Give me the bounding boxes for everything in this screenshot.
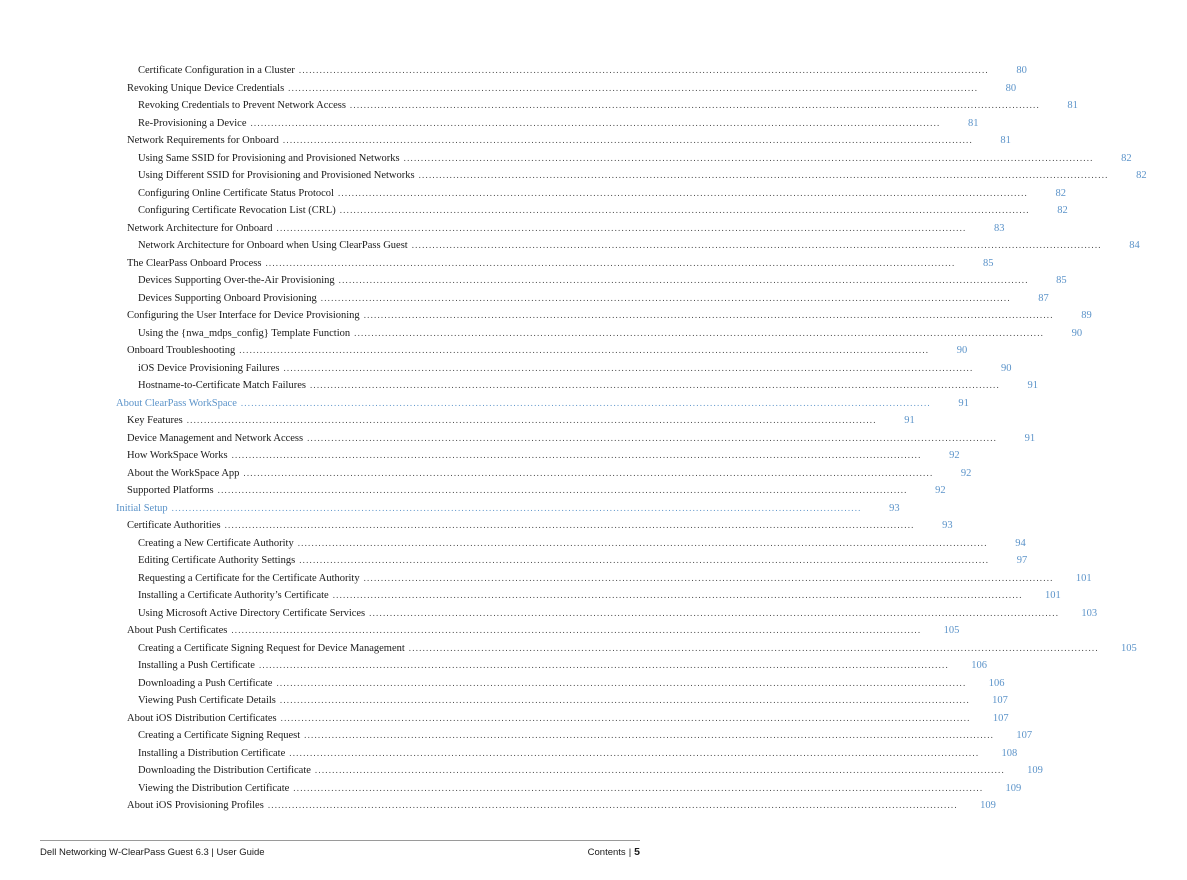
toc-dot-leader: ........................................................................................................................................................................................................ [282,135,973,145]
toc-entry-page-number[interactable]: 106 [988,677,1005,689]
toc-entry-page-number[interactable]: 92 [949,450,960,461]
toc-dot-leader: ........................................................................................................................................................................................................ [363,310,1054,320]
toc-entry-title[interactable]: How WorkSpace Works [127,450,228,461]
toc-entry[interactable] [138,570,1092,588]
toc-entry-title[interactable]: Configuring Certificate Revocation List (CRL) [138,205,336,216]
toc-entry[interactable] [127,447,960,465]
toc-entry[interactable] [127,412,915,430]
toc-entry-title[interactable]: iOS Device Provisioning Failures [138,362,280,374]
toc-entry[interactable] [127,307,1092,325]
toc-dot-leader: ........................................................................................................................................................................................................ [283,362,974,373]
toc-entry[interactable] [138,657,987,675]
toc-entry-page-number[interactable]: 90 [1071,327,1083,339]
toc-entry-title[interactable]: Key Features [127,415,183,426]
toc-dot-leader: ........................................................................................................................................................................................................ [279,695,970,705]
toc-dot-leader: ........................................................................................................................................................................................................ [288,82,979,93]
toc-entry-title[interactable]: Installing a Distribution Certificate [138,747,286,759]
toc-entry[interactable] [127,220,1005,238]
toc-entry-title[interactable]: Revoking Unique Device Credentials [127,82,285,94]
toc-dot-leader: ........................................................................................................................................................................................................ [243,467,934,478]
toc-entry-page-number[interactable]: 87 [1038,292,1049,304]
toc-dot-leader: ........................................................................................................................................................................................................ [349,100,1040,110]
toc-entry-page-number[interactable]: 101 [1075,572,1092,584]
toc-entry-title[interactable]: About iOS Provisioning Profiles [127,800,264,811]
toc-entry[interactable] [127,465,972,483]
toc-dot-leader: ........................................................................................................................................................................................................ [369,607,1060,618]
toc-dot-leader: ........................................................................................................................................................................................................ [240,397,931,408]
toc-entry-title[interactable]: The ClearPass Onboard Process [127,257,262,269]
toc-entry-title[interactable]: Revoking Credentials to Prevent Network Access [138,100,346,111]
toc-dot-leader: ........................................................................................................................................................................................................ [250,117,941,128]
toc-entry-title[interactable]: Using Different SSID for Provisioning and Provisioned Networks [138,170,415,181]
toc-entry-page-number[interactable]: 103 [1081,607,1098,619]
toc-entry-page-number[interactable]: 93 [942,520,953,531]
toc-entry-page-number[interactable]: 108 [1001,747,1018,759]
toc-entry-page-number[interactable]: 82 [1121,152,1132,164]
toc-entry[interactable] [138,640,1137,658]
table-of-contents [0,62,1147,815]
toc-entry[interactable] [127,80,1017,98]
toc-entry-page-number[interactable]: 105 [1121,642,1137,654]
toc-entry[interactable] [138,360,1012,378]
toc-entry[interactable] [138,272,1067,290]
toc-dot-leader: ........................................................................................................................................................................................................ [304,730,995,740]
toc-entry-page-number[interactable]: 82 [1055,187,1066,199]
toc-dot-leader: ........................................................................................................................................................................................................ [231,450,922,460]
toc-entry-page-number[interactable]: 90 [956,345,968,356]
toc-entry-page-number[interactable]: 94 [1015,537,1026,549]
toc-entry-title[interactable]: Certificate Configuration in a Cluster [138,65,295,76]
toc-entry[interactable] [138,62,1027,80]
toc-entry-title[interactable]: Network Architecture for Onboard [127,222,273,234]
toc-entry-title[interactable]: Certificate Authorities [127,520,221,531]
toc-dot-leader: ........................................................................................................................................................................................................ [289,747,980,758]
toc-entry-page-number[interactable]: 109 [1027,765,1043,776]
toc-entry-title[interactable]: Using Same SSID for Provisioning and Provisioned Networks [138,152,400,164]
toc-entry-page-number[interactable]: 92 [935,485,946,496]
toc-entry-page-number[interactable]: 107 [992,712,1009,724]
toc-dot-leader: ........................................................................................................................................................................................................ [337,187,1028,198]
toc-entry-page-number[interactable]: 93 [889,502,900,514]
toc-entry-title[interactable]: Supported Platforms [127,485,214,496]
toc-entry-page-number[interactable]: 91 [1024,432,1036,444]
toc-entry[interactable] [127,710,1009,728]
toc-entry-title[interactable]: Re-Provisioning a Device [138,117,247,129]
toc-entry-title[interactable]: Onboard Troubleshooting [127,345,236,356]
toc-entry[interactable] [127,797,996,815]
toc-entry-title[interactable]: About iOS Distribution Certificates [127,712,277,724]
toc-dot-leader: ........................................................................................................................................................................................................ [267,800,958,810]
toc-entry-page-number[interactable]: 81 [1000,135,1011,146]
footer-section-name: Contents [587,847,626,858]
toc-dot-leader: ........................................................................................................................................................................................................ [418,170,1109,180]
toc-entry[interactable] [138,692,1008,710]
toc-dot-leader: ........................................................................................................................................................................................................ [276,222,967,233]
toc-entry-title[interactable]: Hostname-to-Certificate Match Failures [138,380,306,391]
toc-entry-page-number[interactable]: 80 [1005,82,1017,94]
toc-entry-page-number[interactable]: 92 [960,467,972,479]
toc-entry-page-number[interactable]: 82 [1057,205,1068,216]
toc-entry[interactable] [138,290,1049,308]
toc-dot-leader: ........................................................................................................................................................................................................ [411,240,1102,250]
toc-entry-page-number[interactable]: 91 [958,397,969,409]
toc-entry-title[interactable]: Network Architecture for Onboard when Using ClearPass Guest [138,240,408,251]
toc-dot-leader: ........................................................................................................................................................................................................ [332,590,1023,600]
toc-entry[interactable] [138,587,1061,605]
toc-entry[interactable] [138,115,979,133]
toc-entry[interactable] [127,132,1011,150]
toc-entry-page-number[interactable]: 91 [904,415,915,426]
toc-dot-leader: ........................................................................................................................................................................................................ [320,292,1011,303]
toc-entry-title[interactable]: Creating a Certificate Signing Request for Device Management [138,642,405,654]
toc-entry-title[interactable]: Creating a Certificate Signing Request [138,730,301,741]
toc-entry-page-number[interactable]: 107 [1016,730,1033,741]
toc-entry-page-number[interactable]: 85 [982,257,994,269]
toc-entry[interactable] [138,167,1147,185]
toc-entry-title[interactable]: Downloading the Distribution Certificate [138,765,311,776]
toc-entry[interactable] [138,552,1028,570]
toc-dot-leader: ........................................................................................................................................................................................................ [339,205,1030,215]
toc-entry-page-number[interactable]: 106 [971,660,987,671]
toc-entry-page-number[interactable]: 81 [967,117,979,129]
toc-entry-page-number[interactable]: 84 [1129,240,1140,251]
toc-entry-page-number[interactable]: 82 [1136,170,1147,181]
toc-entry[interactable] [138,762,1043,780]
toc-entry-title[interactable]: Installing a Push Certificate [138,660,255,671]
toc-entry[interactable] [127,342,968,360]
toc-dot-leader: ........................................................................................................................................................................................................ [276,677,967,688]
toc-entry-page-number[interactable]: 91 [1027,380,1038,391]
toc-entry-title[interactable]: About the WorkSpace App [127,467,240,479]
toc-dot-leader: ........................................................................................................................................................................................................ [363,572,1054,583]
toc-entry-title[interactable]: Network Requirements for Onboard [127,135,279,146]
toc-entry-page-number[interactable]: 89 [1081,310,1092,321]
toc-entry-title[interactable]: Installing a Certificate Authority’s Certificate [138,590,329,601]
toc-entry-title[interactable]: Devices Supporting Onboard Provisioning [138,292,317,304]
toc-dot-leader: ........................................................................................................................................................................................................ [309,380,1000,390]
toc-entry[interactable] [138,727,1033,745]
toc-dot-leader: ........................................................................................................................................................................................................ [186,415,877,425]
toc-dot-leader: ........................................................................................................................................................................................................ [354,327,1045,338]
toc-entry-title[interactable]: Downloading a Push Certificate [138,677,273,689]
toc-dot-leader: ........................................................................................................................................................................................................ [265,257,956,268]
toc-dot-leader: ........................................................................................................................................................................................................ [224,520,915,530]
toc-dot-leader: ........................................................................................................................................................................................................ [231,625,922,635]
footer-document-title: Dell Networking W-ClearPass Guest 6.3 | User Guide [40,847,265,858]
toc-dot-leader: ........................................................................................................................................................................................................ [314,765,1005,775]
toc-entry[interactable] [138,97,1078,115]
toc-entry-page-number[interactable]: 109 [980,800,996,811]
toc-dot-leader: ........................................................................................................................................................................................................ [299,555,990,565]
toc-entry[interactable] [127,430,1036,448]
toc-entry-page-number[interactable]: 107 [992,695,1008,706]
toc-entry-page-number[interactable]: 105 [943,625,960,636]
toc-entry-page-number[interactable]: 85 [1056,275,1067,286]
toc-entry-page-number[interactable]: 109 [1005,782,1022,794]
toc-entry-page-number[interactable]: 80 [1016,65,1027,76]
footer-page-info [588,846,640,858]
toc-dot-leader: ........................................................................................................................................................................................................ [171,502,862,513]
toc-entry-title[interactable]: Editing Certificate Authority Settings [138,555,296,566]
toc-entry-page-number[interactable]: 83 [994,222,1005,234]
toc-dot-leader: ........................................................................................................................................................................................................ [408,642,1099,653]
toc-entry-page-number[interactable]: 101 [1044,590,1061,601]
toc-dot-leader: ........................................................................................................................................................................................................ [403,152,1094,163]
toc-dot-leader: ........................................................................................................................................................................................................ [338,275,1029,285]
toc-entry[interactable] [138,325,1083,343]
toc-entry[interactable] [138,237,1140,255]
toc-entry[interactable] [127,255,994,273]
toc-entry[interactable] [138,780,1022,798]
footer-divider [40,840,640,841]
toc-dot-leader: ........................................................................................................................................................................................................ [293,782,984,793]
toc-entry-title[interactable]: Device Management and Network Access [127,432,304,444]
toc-entry[interactable] [127,482,946,500]
toc-dot-leader: ........................................................................................................................................................................................................ [239,345,930,355]
toc-entry-title[interactable]: Devices Supporting Over-the-Air Provisioning [138,275,335,286]
toc-entry[interactable] [138,745,1018,763]
toc-entry-title[interactable]: Initial Setup [116,502,168,514]
toc-entry[interactable] [138,605,1098,623]
toc-entry-title[interactable]: Requesting a Certificate for the Certificate Authority [138,572,360,584]
toc-entry[interactable] [138,675,1005,693]
toc-entry-title[interactable]: Viewing the Distribution Certificate [138,782,290,794]
toc-entry[interactable] [138,202,1068,220]
toc-entry[interactable] [138,377,1038,395]
toc-dot-leader: ........................................................................................................................................................................................................ [297,537,988,548]
toc-entry-title[interactable]: Viewing Push Certificate Details [138,695,276,706]
toc-entry-page-number[interactable]: 97 [1016,555,1028,566]
toc-entry-title[interactable]: About Push Certificates [127,625,228,636]
toc-entry-title[interactable]: Configuring Online Certificate Status Protocol [138,187,334,199]
toc-entry[interactable] [116,500,900,518]
toc-entry[interactable] [138,185,1066,203]
toc-entry-title[interactable]: About ClearPass WorkSpace [116,397,237,409]
toc-entry[interactable] [127,622,960,640]
toc-dot-leader: ........................................................................................................................................................................................................ [307,432,998,443]
toc-entry-title[interactable]: Using the {nwa_mdps_config} Template Function [138,327,351,339]
toc-dot-leader: ........................................................................................................................................................................................................ [298,65,989,75]
toc-entry-page-number[interactable]: 90 [1000,362,1012,374]
toc-entry[interactable] [127,517,953,535]
footer-separator: | [628,847,632,858]
toc-entry[interactable] [138,150,1132,168]
toc-dot-leader: ........................................................................................................................................................................................................ [258,660,949,670]
toc-dot-leader: ........................................................................................................................................................................................................ [217,485,908,495]
toc-entry[interactable] [116,395,969,413]
toc-entry[interactable] [138,535,1026,553]
footer-page-number: 5 [634,846,640,858]
toc-entry-title[interactable]: Using Microsoft Active Directory Certificate Services [138,607,366,619]
toc-entry-title[interactable]: Creating a New Certificate Authority [138,537,294,549]
toc-entry-page-number[interactable]: 81 [1067,100,1078,111]
toc-dot-leader: ........................................................................................................................................................................................................ [280,712,971,723]
toc-entry-title[interactable]: Configuring the User Interface for Device Provisioning [127,310,360,321]
